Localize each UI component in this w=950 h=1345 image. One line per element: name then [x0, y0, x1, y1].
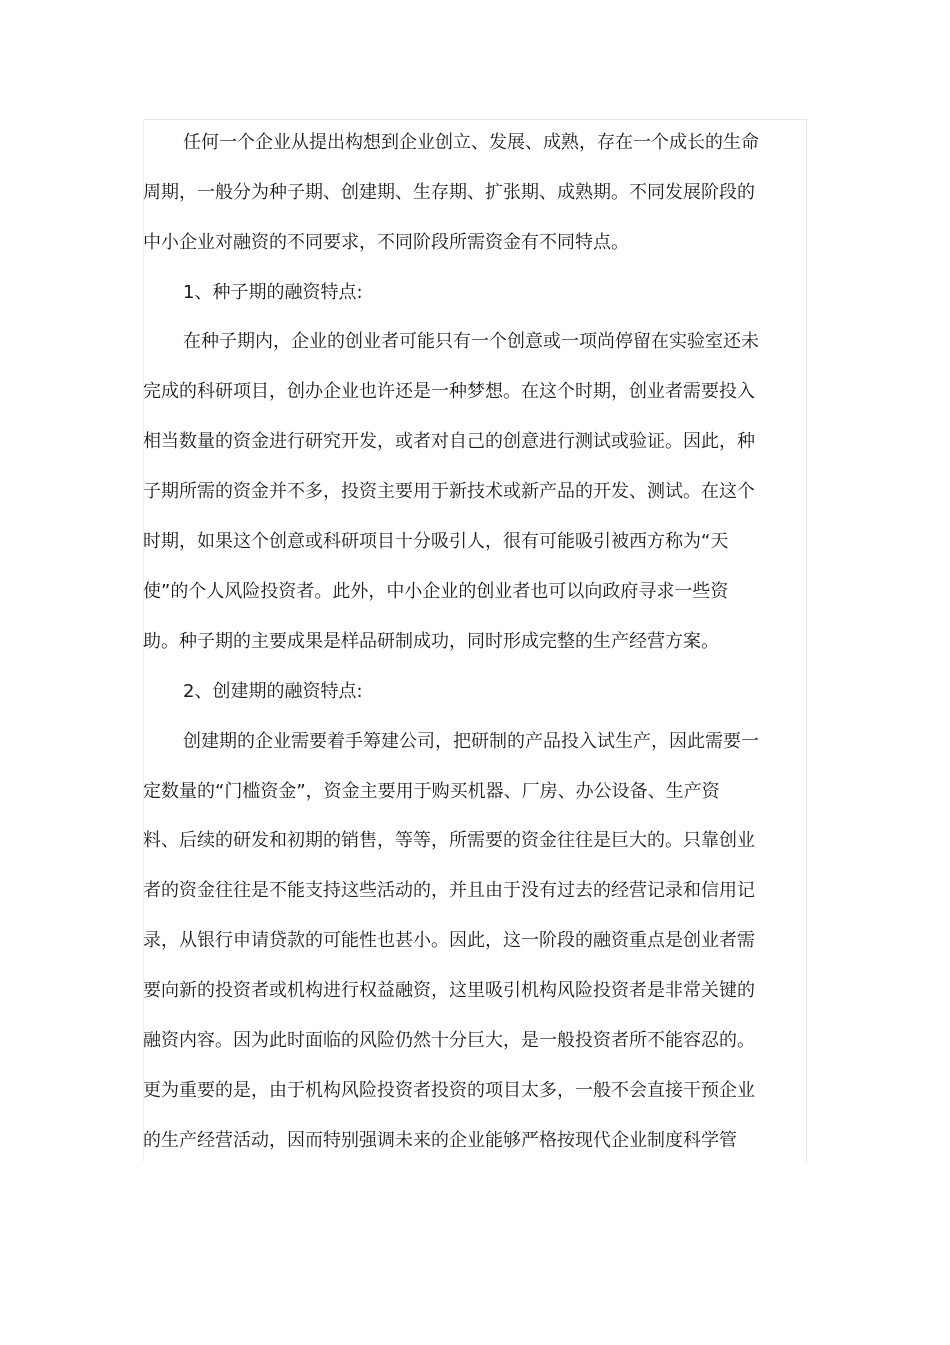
- paragraph-line: 在种子期内，企业的创业者可能只有一个创意或一项尚停留在实验室还未: [183, 331, 759, 352]
- paragraph-line: 融资内容。因为此时面临的风险仍然十分巨大，是一般投资者所不能容忍的。: [143, 1030, 755, 1051]
- paragraph-line: 完成的科研项目，创办企业也许还是一种梦想。在这个时期，创业者需要投入: [143, 381, 755, 402]
- paragraph-line: 任何一个企业从提出构想到企业创立、发展、成熟，存在一个成长的生命: [183, 132, 759, 153]
- paragraph-line: 周期，一般分为种子期、创建期、生存期、扩张期、成熟期。不同发展阶段的: [143, 182, 755, 203]
- section-heading: 1、种子期的融资特点:: [183, 282, 363, 303]
- paragraph-line: 更为重要的是，由于机构风险投资者投资的项目太多，一般不会直接干预企业: [143, 1080, 755, 1101]
- paragraph-line: 助。种子期的主要成果是样品研制成功，同时形成完整的生产经营方案。: [143, 631, 719, 652]
- paragraph-line: 中小企业对融资的不同要求，不同阶段所需资金有不同特点。: [143, 232, 629, 253]
- paragraph-line: 创建期的企业需要着手筹建公司，把研制的产品投入试生产，因此需要一: [183, 731, 759, 752]
- paragraph-line: 的生产经营活动，因而特别强调未来的企业能够严格按现代企业制度科学管: [143, 1130, 737, 1151]
- paragraph-line: 录，从银行申请贷款的可能性也甚小。因此，这一阶段的融资重点是创业者需: [143, 930, 755, 951]
- paragraph-line: 定数量的“门槛资金”，资金主要用于购买机器、厂房、办公设备、生产资: [143, 781, 720, 802]
- paragraph-line: 使”的个人风险投资者。此外，中小企业的创业者也可以向政府寻求一些资: [143, 581, 729, 602]
- paragraph-line: 子期所需的资金并不多，投资主要用于新技术或新产品的开发、测试。在这个: [143, 481, 755, 502]
- page-border-top: [143, 119, 806, 120]
- paragraph-line: 相当数量的资金进行研究开发，或者对自己的创意进行测试或验证。因此，种: [143, 431, 755, 452]
- paragraph-line: 者的资金往往是不能支持这些活动的，并且由于没有过去的经营记录和信用记: [143, 880, 755, 901]
- paragraph-line: 时期，如果这个创意或科研项目十分吸引人，很有可能吸引被西方称为“天: [143, 531, 729, 552]
- section-heading: 2、创建期的融资特点:: [183, 681, 363, 702]
- page-border-right: [806, 119, 807, 1162]
- paragraph-line: 要向新的投资者或机构进行权益融资，这里吸引机构风险投资者是非常关键的: [143, 980, 755, 1001]
- paragraph-line: 料、后续的研发和初期的销售，等等，所需要的资金往往是巨大的。只靠创业: [143, 830, 755, 851]
